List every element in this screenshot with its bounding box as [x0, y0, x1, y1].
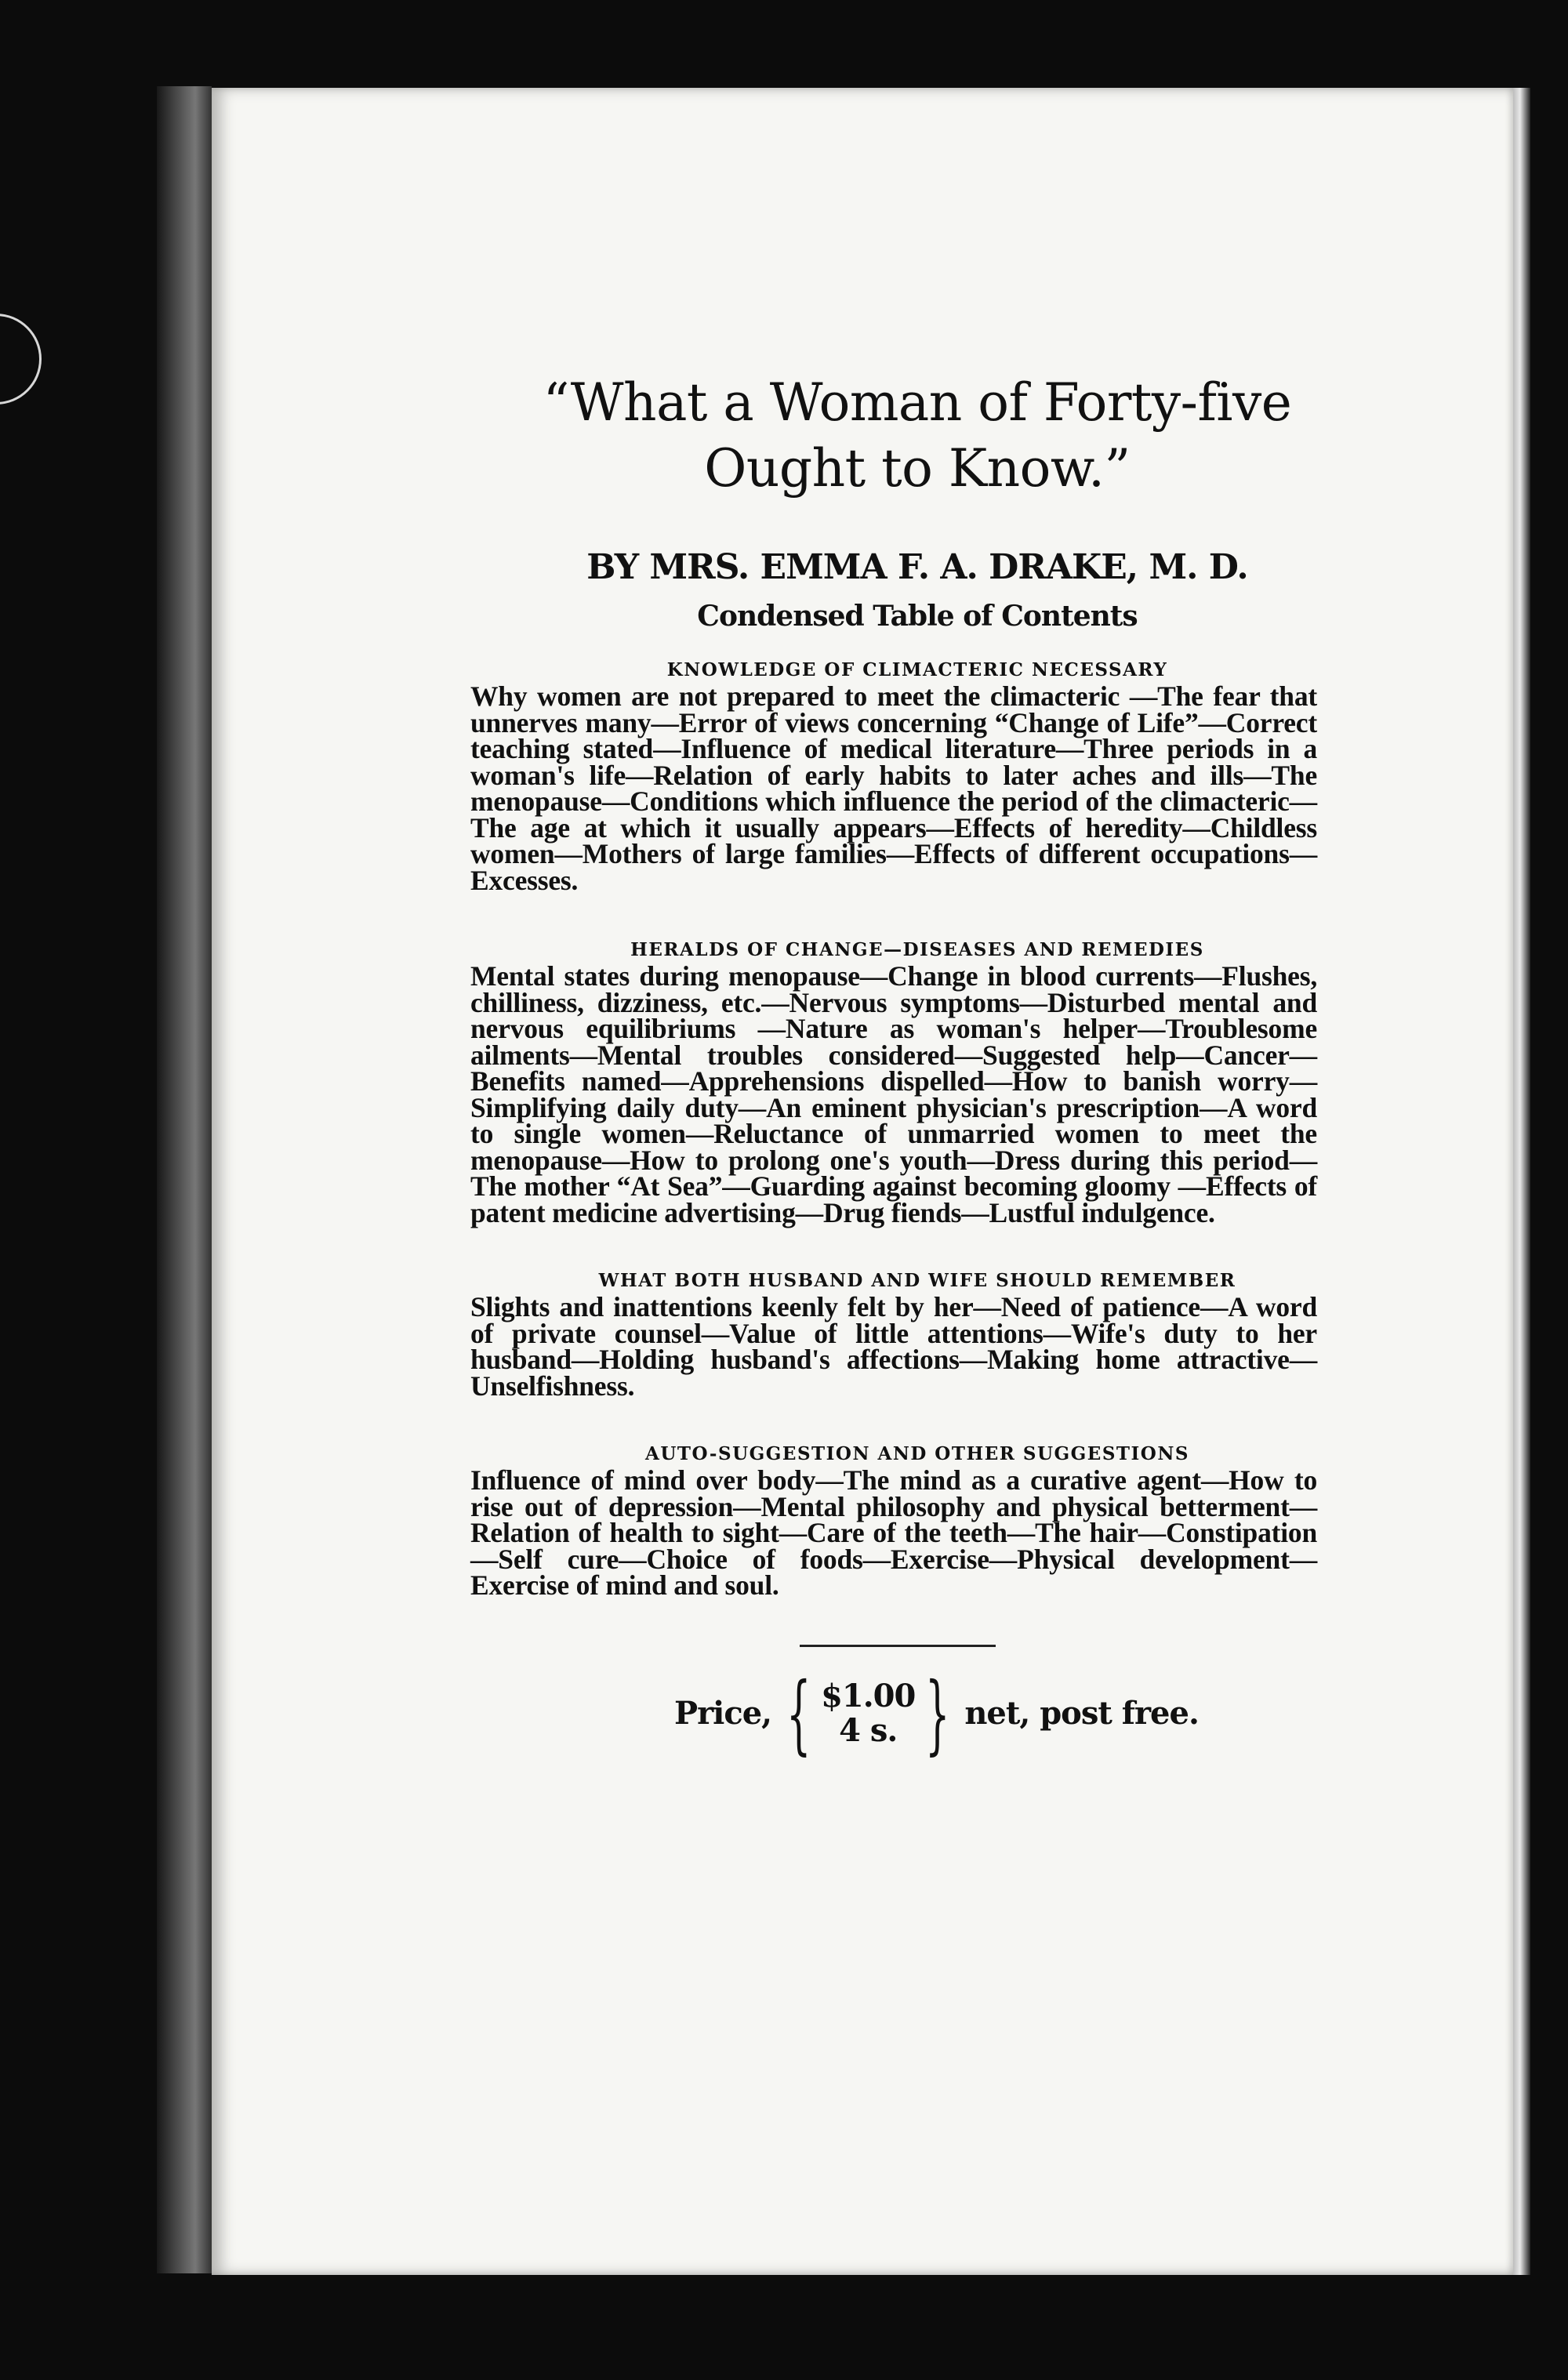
section-heading: WHAT BOTH HUSBAND AND WIFE SHOULD REMEMBER — [598, 1270, 1236, 1291]
section-body: Slights and inattentions keenly felt by her—Need of patience—A word of private counsel—Value of little attentions—Wife's duty to her husband—Holding husband's affections—Making home attractive—Unselfishness. — [470, 1291, 1317, 1402]
section-heading: KNOWLEDGE OF CLIMACTERIC NECESSARY — [666, 659, 1168, 680]
price-amounts — [821, 1679, 915, 1748]
page-title — [470, 370, 1317, 502]
book-spine — [157, 86, 212, 2273]
section-body: Mental states during menopause—Change in blood currents—Flushes, chilliness, dizziness, etc.—Nervous symptoms—Disturbed mental and nervous equilibriums —Nature as woman's helper—Troublesome ailments—Mental troubles considered—Suggested help—Cancer—Benefits named—Apprehensions dispelled—How to banish worry—Simplifying daily duty—An eminent physician's prescription—A word to single women—Reluctance of unmarried women to meet the menopause—How to prolong one's youth—Dress during this period—The mother “At Sea”—Guarding against becoming gloomy —Effects of patent medicine advertising—Drug fiends—Lustful indulgence. — [470, 960, 1317, 1228]
scan-artifact — [0, 314, 42, 405]
divider-rule — [800, 1645, 996, 1647]
section-body: Why women are not prepared to meet the climacteric —The fear that unnerves many—Error of views concerning “Change of Life”—Correct teaching stated—Influence of medical literature—Three periods in a woman's life—Relation of early habits to later aches and ills—The menopause—Conditions which influence the period of the climacteric—The age at which it usually appears—Effects of heredity—Childless women—Mothers of large families—Effects of different occupations—Excesses. — [470, 680, 1317, 896]
price-suffix: net, post free. — [964, 1695, 1199, 1732]
toc-section — [470, 1270, 1317, 1402]
toc-heading: Condensed Table of Contents — [697, 600, 1138, 633]
section-body: Influence of mind over body—The mind as a curative agent—How to rise out of depression—Mental philosophy and physical betterment—Relation of health to sight—Care of the teeth—The hair—Constipation—Self cure—Choice of foods—Exercise—Physical development—Exercise of mind and soul. — [470, 1464, 1317, 1601]
price-usd: $1.00 — [821, 1677, 916, 1714]
page-edge — [1513, 88, 1530, 2275]
section-heading: AUTO-SUGGESTION AND OTHER SUGGESTIONS — [645, 1443, 1189, 1464]
open-brace: { — [786, 1663, 811, 1764]
toc-section — [470, 659, 1317, 894]
price-label: Price, — [674, 1695, 772, 1732]
page-content — [470, 292, 1317, 1764]
price-line — [470, 1663, 1317, 1764]
title-line-1: “What a Woman of Forty-five — [543, 372, 1292, 433]
close-brace: } — [925, 1663, 950, 1764]
author-line: BY MRS. EMMA F. A. DRAKE, M. D. — [586, 547, 1248, 587]
toc-section — [470, 1443, 1317, 1599]
section-heading: HERALDS OF CHANGE—DISEASES AND REMEDIES — [630, 939, 1204, 960]
book-page — [212, 88, 1513, 2275]
title-line-2: Ought to Know.” — [704, 438, 1131, 499]
toc-section — [470, 939, 1317, 1226]
price-gbp: 4 s. — [839, 1711, 898, 1749]
